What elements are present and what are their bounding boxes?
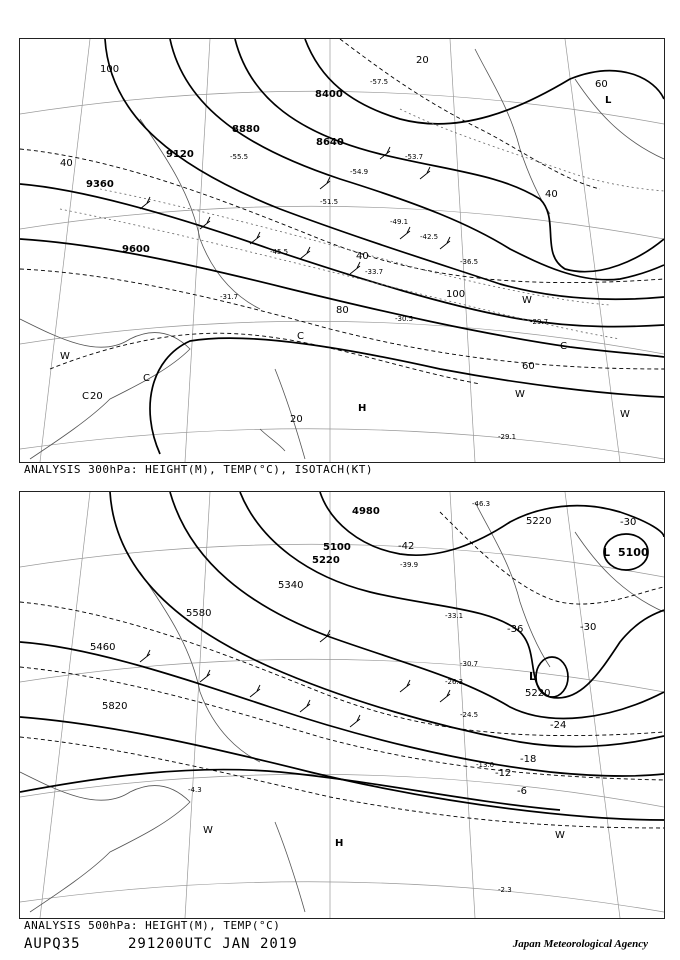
warm-mark: W bbox=[60, 351, 70, 362]
isotach-label: 20 bbox=[290, 414, 303, 425]
isotach-label: 20 bbox=[90, 391, 103, 402]
temp-sample: -42.5 bbox=[420, 233, 439, 241]
height-label: 8640 bbox=[316, 137, 344, 148]
temp-sample: -46.3 bbox=[472, 500, 491, 508]
temp-sample: -30.5 bbox=[395, 315, 414, 323]
warm-mark: W bbox=[515, 389, 525, 400]
low-pressure-mark: L bbox=[603, 546, 611, 559]
cold-mark: C bbox=[560, 341, 567, 352]
isotherm-label: -24 bbox=[550, 720, 567, 731]
isotach-labels bbox=[60, 55, 608, 425]
isotachs bbox=[60, 109, 664, 339]
temp-sample: -2.3 bbox=[498, 886, 512, 894]
warm-mark: W bbox=[555, 830, 565, 841]
warm-mark: W bbox=[203, 825, 213, 836]
low-pressure-mark: L bbox=[605, 95, 612, 106]
temp-sample: -55.5 bbox=[230, 153, 249, 161]
low-center-value: 5100 bbox=[618, 546, 649, 559]
temp-sample: -54.9 bbox=[350, 168, 369, 176]
temp-sample: -24.5 bbox=[460, 711, 479, 719]
temp-sample: -49.1 bbox=[390, 218, 409, 226]
high-pressure-mark: H bbox=[358, 403, 367, 414]
temp-samples bbox=[220, 78, 548, 441]
high-pressure-mark: H bbox=[335, 838, 344, 849]
isotherm-label: -6 bbox=[517, 786, 527, 797]
chart-id: AUPQ35 bbox=[24, 936, 81, 952]
temp-sample: -36.5 bbox=[460, 258, 479, 266]
isotach-label: 100 bbox=[446, 289, 466, 300]
map-300hpa-canvas bbox=[20, 39, 664, 462]
height-label: 5340 bbox=[278, 580, 304, 591]
temp-sample: -30.7 bbox=[460, 660, 479, 668]
temp-sample: -57.5 bbox=[370, 78, 389, 86]
height-label: 5220 bbox=[526, 516, 552, 527]
height-label: 4980 bbox=[352, 506, 380, 517]
caption-500hpa: ANALYSIS 500hPa: HEIGHT(M), TEMP(°C) bbox=[24, 919, 281, 932]
temp-sample: -33.7 bbox=[365, 268, 384, 276]
temp-sample: -4.3 bbox=[188, 786, 202, 794]
height-label: 8880 bbox=[232, 124, 260, 135]
isotach-label: 40 bbox=[356, 251, 369, 262]
isotherm-label: -30 bbox=[620, 517, 637, 528]
warm-mark: W bbox=[620, 409, 630, 420]
height-label: 9600 bbox=[122, 244, 150, 255]
wind-barbs bbox=[140, 630, 450, 727]
agency-name: Japan Meteorological Agency bbox=[512, 938, 648, 950]
height-label: 5460 bbox=[90, 642, 116, 653]
isotherm-label: -18 bbox=[520, 754, 537, 765]
map-300hpa bbox=[19, 38, 665, 463]
temp-sample: -33.1 bbox=[445, 612, 464, 620]
isotach-label: 40 bbox=[545, 189, 558, 200]
temp-sample: -29.1 bbox=[498, 433, 517, 441]
temp-sample: -29.7 bbox=[530, 318, 549, 326]
height-label: 9360 bbox=[86, 179, 114, 190]
warm-mark: W bbox=[522, 295, 532, 306]
height-label: 5580 bbox=[186, 608, 212, 619]
height-label: 9120 bbox=[166, 149, 194, 160]
isotach-label: 20 bbox=[416, 55, 429, 66]
temp-sample: -26.3 bbox=[445, 678, 464, 686]
coastline bbox=[20, 49, 664, 459]
isotherm-labels bbox=[398, 517, 636, 797]
isotach-label: 60 bbox=[522, 361, 535, 372]
isotherm-label: -30 bbox=[580, 622, 597, 633]
caption-300hpa: ANALYSIS 300hPa: HEIGHT(M), TEMP(°C), ISOTACH(KT) bbox=[24, 463, 374, 476]
temp-samples bbox=[188, 500, 512, 894]
temp-sample: -13.0 bbox=[476, 761, 495, 769]
isotach-label: 40 bbox=[60, 158, 73, 169]
temp-sample: -45.5 bbox=[270, 248, 289, 256]
temp-sample: -39.9 bbox=[400, 561, 419, 569]
temp-sample: -31.7 bbox=[220, 293, 239, 301]
isotach-label: 100 bbox=[100, 64, 120, 75]
isotach-label: 60 bbox=[595, 79, 608, 90]
cold-mark: C bbox=[297, 331, 304, 342]
temp-sample: -51.5 bbox=[320, 198, 339, 206]
map-500hpa-canvas bbox=[20, 492, 664, 918]
valid-time: 291200UTC JAN 2019 bbox=[128, 936, 298, 952]
cold-mark: C bbox=[82, 391, 89, 402]
height-label: 5820 bbox=[102, 701, 128, 712]
low-center-value: 5220 bbox=[525, 688, 551, 699]
height-label: 5220 bbox=[312, 555, 340, 566]
height-labels bbox=[90, 506, 551, 712]
isotherm-label: -12 bbox=[495, 768, 512, 779]
temp-sample: -53.7 bbox=[405, 153, 424, 161]
system-marks bbox=[203, 825, 565, 849]
height-label: 5100 bbox=[323, 542, 351, 553]
isotherm-label: -36 bbox=[507, 624, 524, 635]
cold-mark: C bbox=[143, 373, 150, 384]
isotherm-label: -42 bbox=[398, 541, 415, 552]
isotach-label: 80 bbox=[336, 305, 349, 316]
map-500hpa bbox=[19, 491, 665, 919]
low-pressure-mark: L bbox=[529, 670, 537, 683]
height-label: 8400 bbox=[315, 89, 343, 100]
